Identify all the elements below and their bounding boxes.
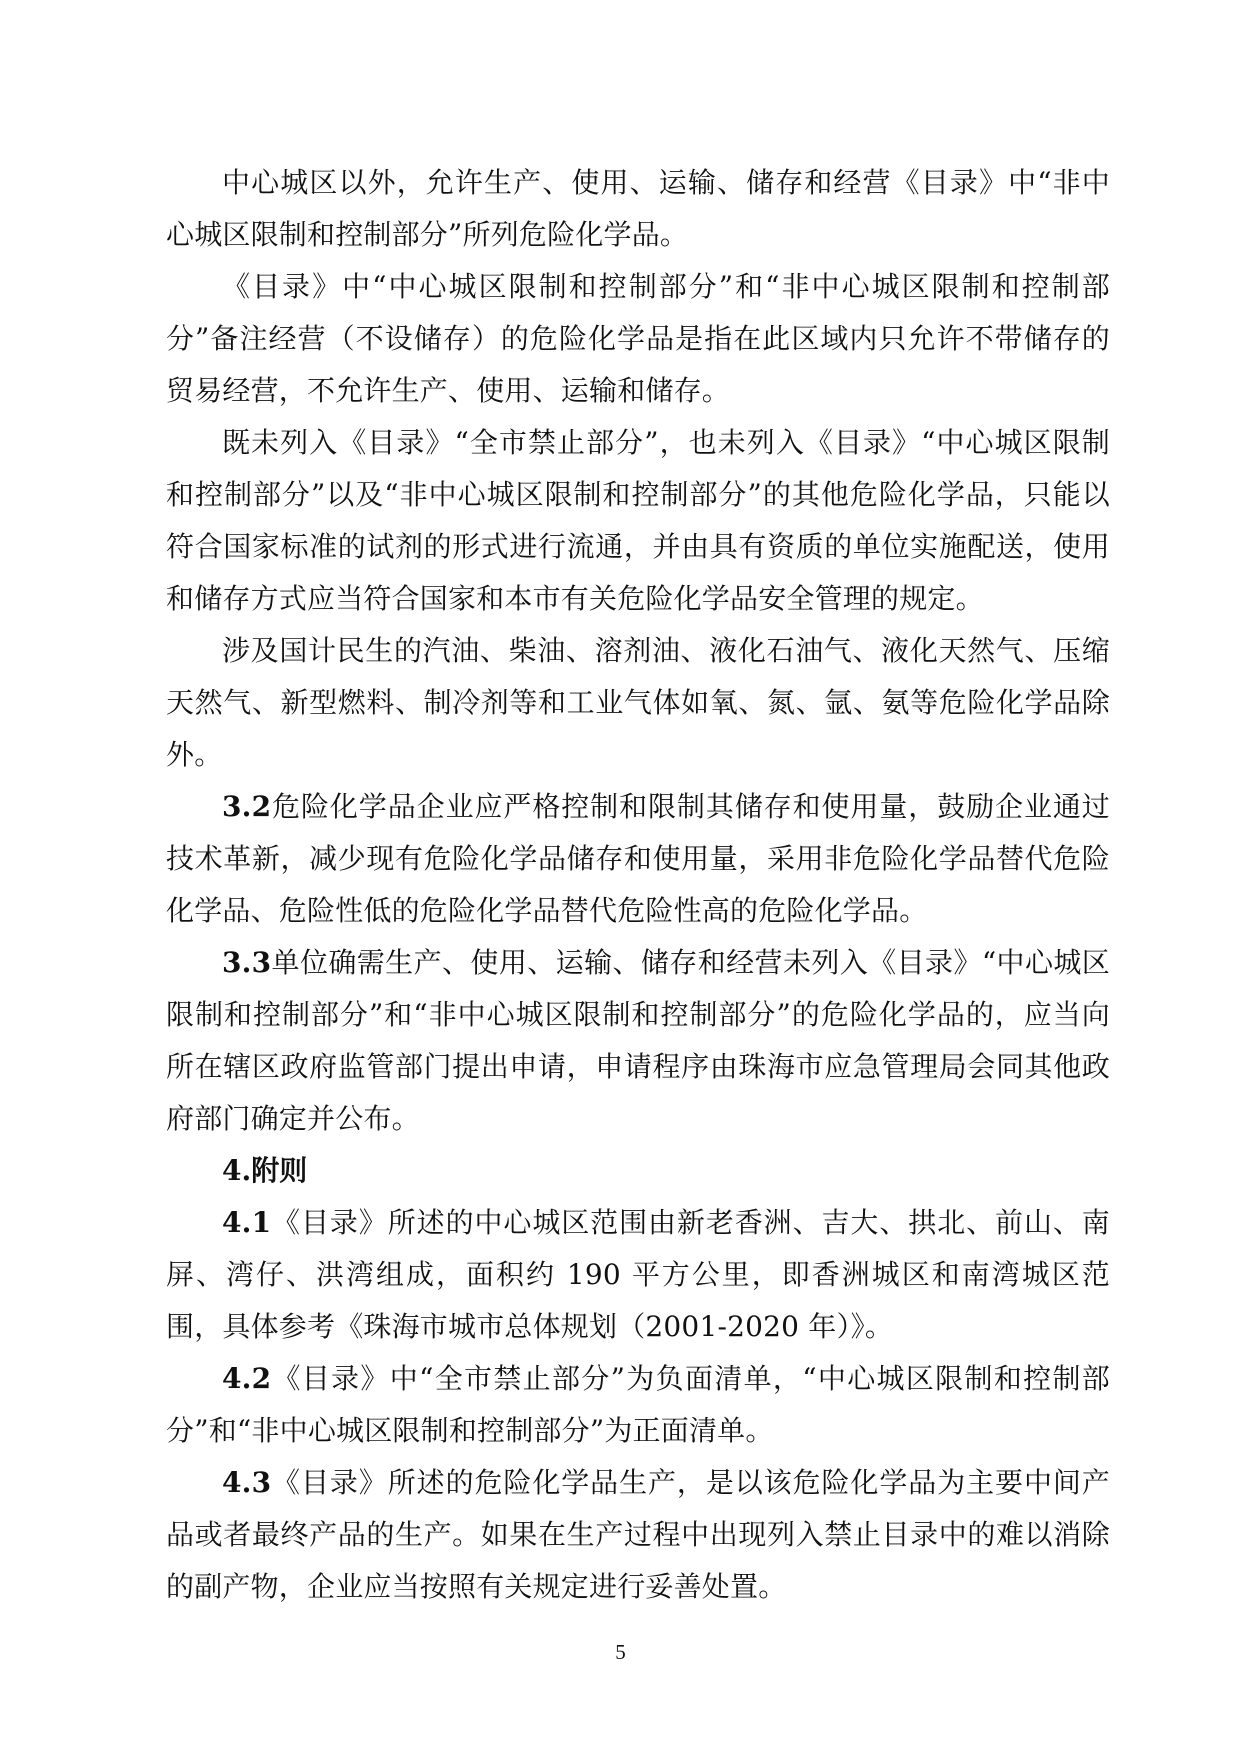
paragraph-exemptions: 涉及国计民生的汽油、柴油、溶剂油、液化石油气、液化天然气、压缩天然气、新型燃料、制冷剂等和工业气体如氧、氮、氩、氨等危险化学品除外。 [166,634,1110,771]
section-number-4-1: 4.1 [222,1206,272,1239]
section-number-3-3: 3.3 [222,946,272,979]
page-number: 5 [615,1640,626,1664]
paragraph-3-2 [166,781,1110,937]
document-body [166,157,1110,1613]
paragraph-unlisted-chemicals: 既未列入《目录》“全市禁止部分”，也未列入《目录》“中心城区限制和控制部分”以及“非中心城区限制和控制部分”的其他危险化学品，只能以符合国家标准的试剂的形式进行流通，并由具有资质的单位实施配送，使用和储存方式应当符合国家和本市有关危险化学品安全管理的规定。 [166,426,1110,615]
paragraph-3-2-text: 危险化学品企业应严格控制和限制其储存和使用量，鼓励企业通过技术革新，减少现有危险化学品储存和使用量，采用非危险化学品替代危险化学品、危险性低的危险化学品替代危险性高的危险化学品。 [166,790,1110,927]
paragraph-4-2-text: 《目录》中“全市禁止部分”为负面清单，“中心城区限制和控制部分”和“非中心城区限制和控制部分”为正面清单。 [166,1362,1110,1447]
paragraph-4-1-text: 《目录》所述的中心城区范围由新老香洲、吉大、拱北、前山、南屏、湾仔、洪湾组成，面积约 190 平方公里，即香洲城区和南湾城区范围，具体参考《珠海市城市总体规划（2001-2020 年）》。 [166,1206,1110,1343]
paragraph-4-3-text: 《目录》所述的危险化学品生产，是以该危险化学品为主要中间产品或者最终产品的生产。如果在生产过程中出现列入禁止目录中的难以消除的副产物，企业应当按照有关规定进行妥善处置。 [166,1466,1110,1603]
paragraph-4-3 [166,1457,1110,1613]
section-number-4-3: 4.3 [222,1466,272,1499]
section-number-4-2: 4.2 [222,1362,272,1395]
paragraph-4-2 [166,1353,1110,1457]
paragraph-trade-only-note: 《目录》中“中心城区限制和控制部分”和“非中心城区限制和控制部分”备注经营（不设储存）的危险化学品是指在此区域内只允许不带储存的贸易经营，不允许生产、使用、运输和储存。 [166,270,1110,407]
section-heading-appendix: 4.附则 [222,1154,308,1187]
section-number-3-2: 3.2 [222,790,272,823]
paragraph-outside-center-zone: 中心城区以外，允许生产、使用、运输、储存和经营《目录》中“非中心城区限制和控制部分”所列危险化学品。 [166,166,1110,251]
paragraph-3-3 [166,937,1110,1145]
paragraph-3-3-text: 单位确需生产、使用、运输、储存和经营未列入《目录》“中心城区限制和控制部分”和“非中心城区限制和控制部分”的危险化学品的，应当向所在辖区政府监管部门提出申请，申请程序由珠海市应急管理局会同其他政府部门确定并公布。 [166,946,1110,1135]
paragraph-4-1 [166,1197,1110,1353]
